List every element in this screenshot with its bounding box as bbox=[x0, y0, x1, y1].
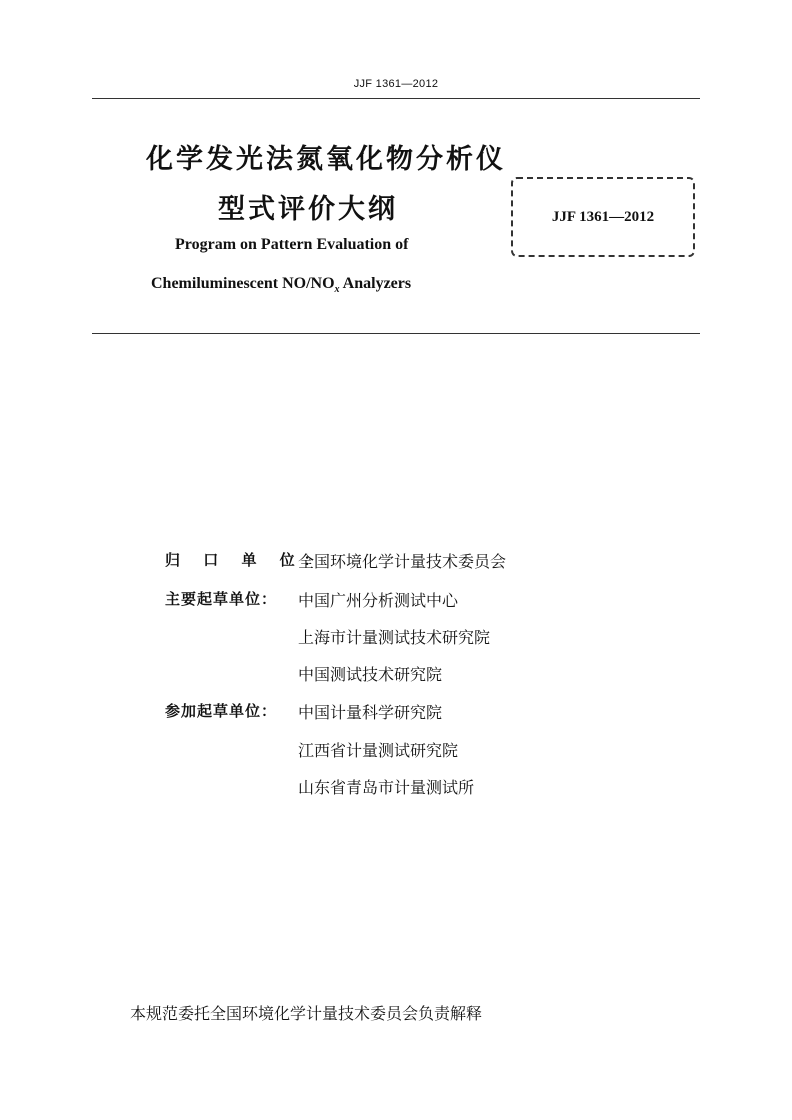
header-code: JJF 1361—2012 bbox=[353, 78, 439, 90]
document-code-box bbox=[511, 177, 695, 257]
responsible-unit-label: 归 口 单 位： bbox=[165, 551, 328, 569]
title-english-line1: Program on Pattern Evaluation of bbox=[175, 236, 409, 253]
main-drafting-unit-label: 主要起草单位： bbox=[165, 590, 278, 608]
title-english-line2 bbox=[151, 275, 411, 295]
title-chinese-line2: 型式评价大纲 bbox=[218, 194, 398, 225]
interpretation-note: 本规范委托全国环境化学计量技术委员会负责解释 bbox=[130, 1004, 483, 1023]
main-drafting-unit-3: 中国测试技术研究院 bbox=[298, 665, 443, 684]
main-drafting-unit-1: 中国广州分析测试中心 bbox=[298, 591, 459, 610]
title-english-line2-subscript: x bbox=[334, 284, 340, 296]
participating-unit-1: 中国计量科学研究院 bbox=[298, 703, 443, 722]
header-divider bbox=[92, 98, 700, 99]
main-drafting-unit-2: 上海市计量测试技术研究院 bbox=[298, 628, 491, 647]
participating-unit-3: 山东省青岛市计量测试所 bbox=[298, 778, 475, 797]
participating-unit-2: 江西省计量测试研究院 bbox=[298, 741, 459, 760]
title-english-line2-suffix: Analyzers bbox=[339, 275, 412, 292]
title-chinese-line1: 化学发光法氮氧化物分析仪 bbox=[146, 144, 506, 175]
title-divider bbox=[92, 333, 700, 334]
responsible-unit-value: 全国环境化学计量技术委员会 bbox=[298, 552, 507, 571]
document-code: JJF 1361—2012 bbox=[551, 208, 655, 225]
title-english-line2-prefix: Chemiluminescent NO/NO bbox=[151, 275, 335, 292]
participating-unit-label: 参加起草单位： bbox=[165, 702, 278, 720]
